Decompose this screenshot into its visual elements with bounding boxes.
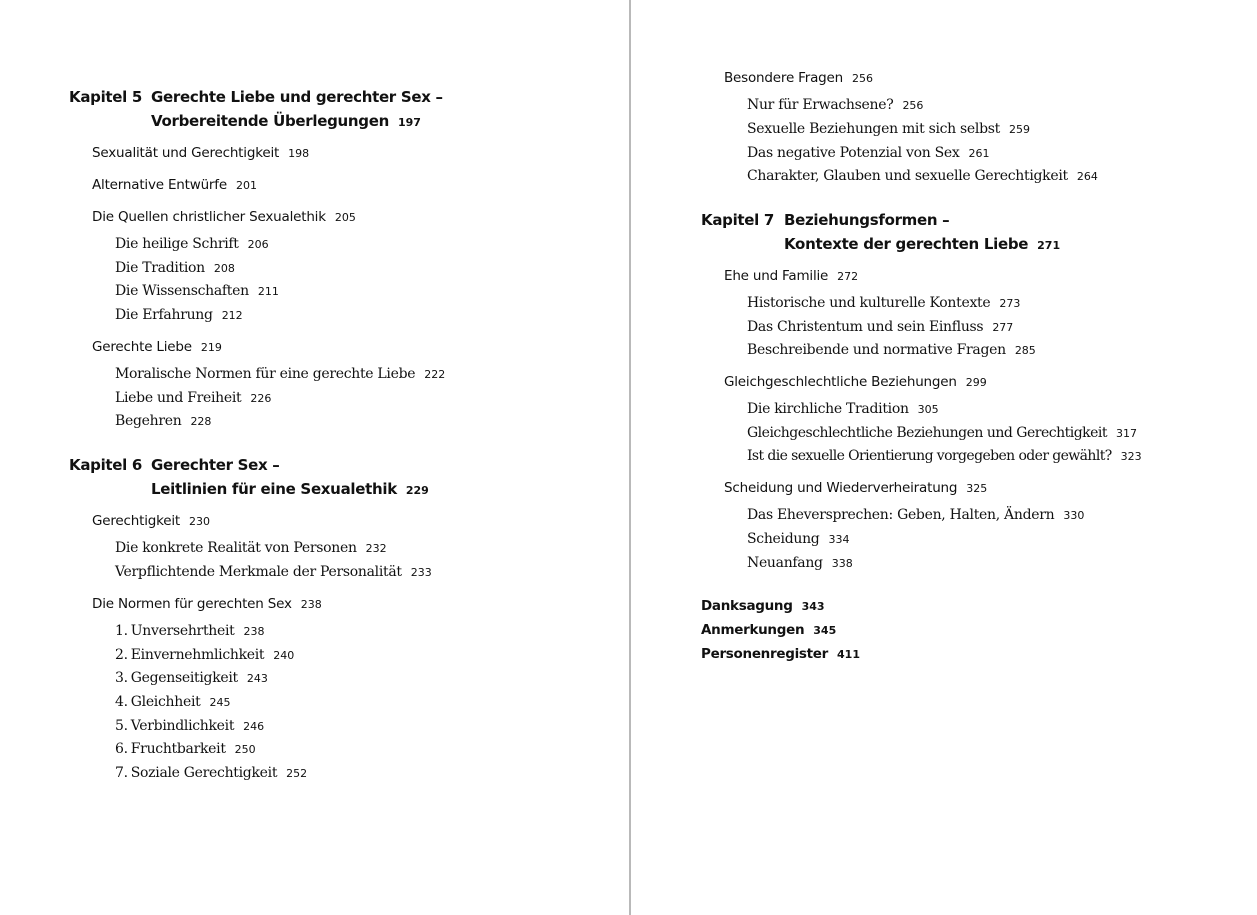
page-number: 222 [424, 368, 446, 381]
chapter-title-line1: Gerechter Sex – [151, 456, 280, 474]
toc-subsection: Die konkrete Realität von Personen 232 [115, 540, 387, 556]
toc-subsection: Die Wissenschaften 211 [115, 283, 279, 299]
toc-numbered-item: 6. Fruchtbarkeit 250 [115, 741, 256, 757]
toc-subsection: Die Tradition 208 [115, 260, 235, 276]
page-number: 272 [837, 270, 859, 283]
toc-section: Sexualität und Gerechtigkeit 198 [92, 145, 310, 161]
toc-section: Gleichgeschlechtliche Beziehungen 299 [724, 374, 987, 390]
toc-section: Besondere Fragen 256 [724, 70, 873, 86]
page-number: 208 [213, 262, 235, 275]
toc-numbered-item: 5. Verbindlichkeit 246 [115, 718, 265, 734]
toc-subsection: Das Christentum und sein Einfluss 277 [747, 319, 1014, 335]
toc-subsection: Beschreibende und normative Fragen 285 [747, 342, 1036, 358]
page-number: 201 [235, 179, 257, 192]
page-number: 325 [966, 482, 988, 495]
page-number: 240 [273, 649, 295, 662]
toc-subsection: Sexuelle Beziehungen mit sich selbst 259 [747, 121, 1030, 137]
page-number: 206 [247, 238, 269, 251]
page-number: 305 [917, 403, 939, 416]
page-number: 323 [1120, 450, 1142, 463]
page-number: 246 [243, 720, 265, 733]
toc-subsection: Begehren 228 [115, 413, 212, 429]
page-number: 228 [190, 415, 212, 428]
toc-back-matter: Anmerkungen 345 [701, 622, 837, 638]
toc-numbered-item: 7. Soziale Gerechtigkeit 252 [115, 765, 308, 781]
toc-section: Alternative Entwürfe 201 [92, 177, 257, 193]
page-number: 252 [286, 767, 308, 780]
toc-numbered-item: 4. Gleichheit 245 [115, 694, 231, 710]
page-number: 285 [1014, 344, 1036, 357]
chapter-label: Kapitel 6 [69, 456, 143, 474]
right-page [631, 0, 1257, 915]
toc-subsection: Das negative Potenzial von Sex 261 [747, 145, 990, 161]
toc-subsection: Ist die sexuelle Orientierung vorgegeben oder gewählt? 323 [747, 448, 1142, 464]
toc-subsection: Historische und kulturelle Kontexte 273 [747, 295, 1021, 311]
toc-section: Die Normen für gerechten Sex 238 [92, 596, 322, 612]
chapter-title-line1: Gerechte Liebe und gerechter Sex – [151, 88, 443, 106]
page-number: 330 [1063, 509, 1085, 522]
toc-subsection: Liebe und Freiheit 226 [115, 390, 272, 406]
page-number: 233 [410, 566, 432, 579]
chapter-title-line1: Beziehungsformen – [784, 211, 950, 229]
chapter-label: Kapitel 5 [69, 88, 143, 106]
page-number: 343 [801, 600, 825, 613]
toc-subsection: Die Erfahrung 212 [115, 307, 243, 323]
chapter-label: Kapitel 7 [701, 211, 775, 229]
page-number: 411 [837, 648, 860, 661]
toc-section: Ehe und Familie 272 [724, 268, 859, 284]
page-number: 256 [902, 99, 924, 112]
toc-section: Die Quellen christlicher Sexualethik 205 [92, 209, 356, 225]
page-number: 226 [250, 392, 272, 405]
page-number: 271 [1037, 239, 1061, 252]
toc-numbered-item: 1. Unversehrtheit 238 [115, 623, 265, 639]
page-number: 219 [200, 341, 222, 354]
chapter-title-line2: Kontexte der gerechten Liebe 271 [784, 235, 1061, 253]
page-number: 299 [965, 376, 987, 389]
toc-subsection: Verpflichtende Merkmale der Personalität 233 [115, 564, 432, 580]
toc-subsection: Nur für Erwachsene? 256 [747, 97, 924, 113]
page-number: 345 [813, 624, 837, 637]
page-number: 250 [234, 743, 256, 756]
page-number: 232 [365, 542, 387, 555]
page-number: 198 [288, 147, 310, 160]
page-number: 264 [1076, 170, 1098, 183]
page-number: 197 [397, 116, 421, 129]
toc-subsection: Moralische Normen für eine gerechte Liebe 222 [115, 366, 446, 382]
toc-section: Gerechte Liebe 219 [92, 339, 222, 355]
toc-section: Scheidung und Wiederverheiratung 325 [724, 480, 988, 496]
page-number: 256 [851, 72, 873, 85]
toc-subsection: Das Eheversprechen: Geben, Halten, Ändern 330 [747, 507, 1085, 523]
page-number: 259 [1008, 123, 1030, 136]
page-number: 211 [257, 285, 279, 298]
toc-subsection: Gleichgeschlechtliche Beziehungen und Gerechtigkeit 317 [747, 425, 1138, 441]
toc-numbered-item: 3. Gegenseitigkeit 243 [115, 670, 268, 686]
toc-subsection: Neuanfang 338 [747, 555, 853, 571]
toc-section: Gerechtigkeit 230 [92, 513, 211, 529]
page-number: 229 [405, 484, 429, 497]
page-number: 238 [243, 625, 265, 638]
page-number: 317 [1116, 427, 1138, 440]
page-number: 273 [999, 297, 1021, 310]
toc-subsection: Scheidung 334 [747, 531, 850, 547]
chapter-title-line2: Vorbereitende Überlegungen 197 [151, 112, 421, 130]
toc-numbered-item: 2. Einvernehmlichkeit 240 [115, 647, 295, 663]
toc-back-matter: Personenregister 411 [701, 646, 860, 662]
toc-subsection: Die heilige Schrift 206 [115, 236, 269, 252]
page-number: 261 [968, 147, 990, 160]
page-number: 238 [300, 598, 322, 611]
page-number: 338 [831, 557, 853, 570]
page-number: 334 [828, 533, 850, 546]
toc-subsection: Charakter, Glauben und sexuelle Gerechtigkeit 264 [747, 168, 1098, 184]
toc-subsection: Die kirchliche Tradition 305 [747, 401, 939, 417]
page-number: 277 [992, 321, 1014, 334]
page-number: 245 [209, 696, 231, 709]
chapter-title-line2: Leitlinien für eine Sexualethik 229 [151, 480, 429, 498]
page-number: 230 [189, 515, 211, 528]
page-number: 205 [334, 211, 356, 224]
page-number: 243 [246, 672, 268, 685]
toc-back-matter: Danksagung 343 [701, 598, 825, 614]
page-number: 212 [221, 309, 243, 322]
